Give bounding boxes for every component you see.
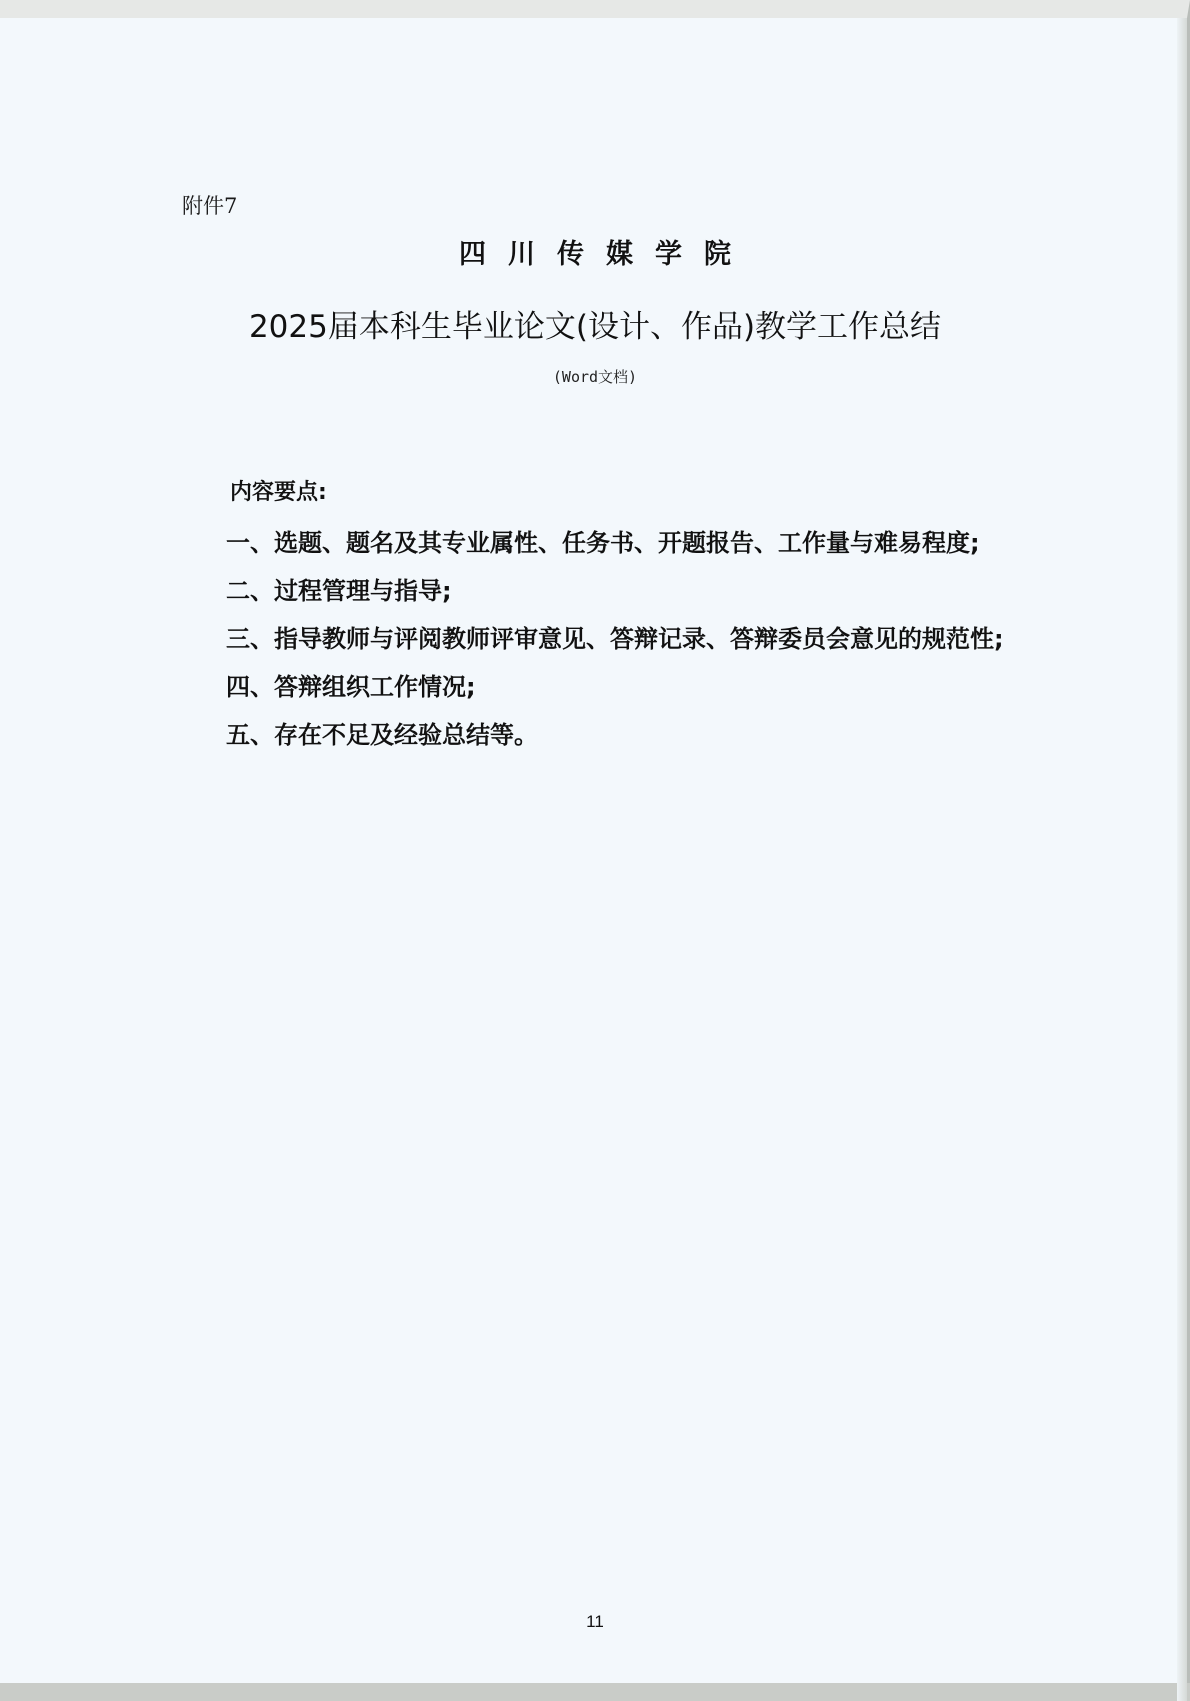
point-item-4: 四、答辩组织工作情况; <box>226 673 476 701</box>
point-item-1: 一、选题、题名及其专业属性、任务书、开题报告、工作量与难易程度; <box>226 529 980 557</box>
points-heading: 内容要点: <box>230 480 327 505</box>
point-item-2: 二、过程管理与指导; <box>226 577 452 605</box>
document-title: 2025届本科生毕业论文(设计、作品)教学工作总结 <box>248 309 942 345</box>
page-number: 11 <box>586 1612 604 1631</box>
point-item-5: 五、存在不足及经验总结等。 <box>226 721 538 749</box>
format-note: (Word文档) <box>552 368 638 386</box>
attachment-label: 附件7 <box>182 194 238 218</box>
point-item-3: 三、指导教师与评阅教师评审意见、答辩记录、答辩委员会意见的规范性; <box>226 625 1004 653</box>
content-points <box>226 478 1004 768</box>
school-name: 四川传媒学院 <box>459 239 753 270</box>
